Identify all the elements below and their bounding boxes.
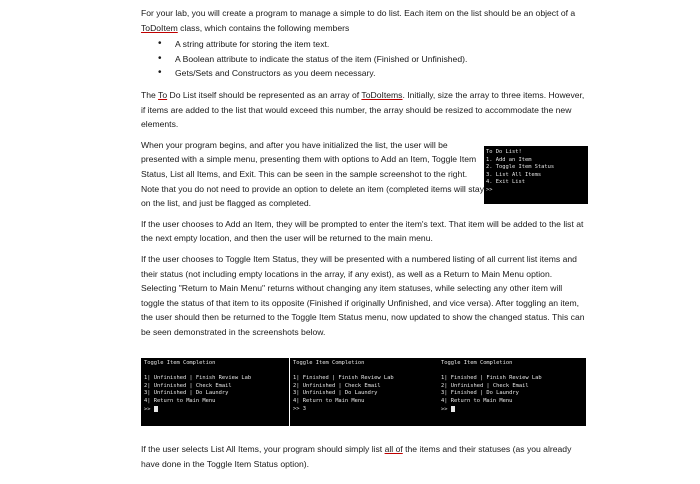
menu-line: 4. Exit List	[486, 179, 525, 186]
list-all-text-a: If the user selects List All Items, your program should simply list	[141, 444, 385, 454]
class-name-todoitem: ToDoItem	[141, 22, 178, 33]
array-text-b: Do List itself should be represented as an array of	[167, 89, 362, 100]
screenshot-line: >> 3	[293, 405, 306, 412]
array-text-c: . Initially, size the array to three items. However, if items are added to the list that would exceed this number, the array should be resized to accommodate the new elements.	[141, 89, 585, 130]
main-menu-screenshot	[484, 146, 588, 204]
emphasis-all-of: all of	[384, 444, 403, 454]
screenshot-line: >>	[144, 406, 151, 413]
intro-text-a: For your lab, you will create a program to manage a simple to do list. Each item on the list should be an object of a	[141, 8, 576, 18]
list-item: • Gets/Sets and Constructors as you deem necessary.	[141, 66, 586, 81]
screenshot-line: 1| Finished | Finish Review Lab	[293, 375, 394, 382]
array-paragraph	[141, 88, 586, 132]
screenshot-header: Toggle Item Completion	[144, 360, 216, 366]
toggle-paragraph: If the user chooses to Toggle Item Status, they will be presented with a numbered listing of all current list items and their status (not including empty locations in the array, if any exist), as well as a Return to Main Menu option. Selecting "Return to Main Menu" returns without changing any item statuses, while selecting any other item will toggle the status of that item to its opposite (Finished if originally Unfinished, and vice versa). After toggling an item, the user should then be returned to the Toggle Item Status menu, now updated to show the changed status. This can be seen demonstrated in the screenshots below.	[141, 253, 585, 337]
screenshot-line: 4| Return to Main Menu	[293, 397, 365, 404]
screenshot-line: >>	[441, 406, 448, 413]
screenshot-line: 3| Finished | Do Laundry	[441, 390, 519, 397]
list-all-text-b: the items and their statuses (as you already have done in the Toggle Item Status option).	[141, 444, 572, 469]
screenshot-line: 3| Unfinished | Do Laundry	[144, 390, 229, 397]
screenshot-line: 2| Unfinished | Check Email	[441, 382, 529, 389]
toggle-screenshot-1	[141, 358, 289, 426]
class-name-todoitems: ToDoItems	[361, 89, 403, 100]
menu-line: 1. Add an Item	[486, 156, 532, 163]
screenshot-line: 1| Unfinished | Finish Review Lab	[144, 375, 252, 382]
screenshot-line: 4| Return to Main Menu	[144, 397, 216, 404]
intro-text-b: class, which contains the following members	[177, 22, 350, 33]
cursor	[451, 406, 455, 412]
array-text-a: The	[141, 89, 159, 100]
intro-paragraph	[141, 6, 586, 35]
menu-line: 3. List All Items	[486, 171, 542, 178]
menu-line: To Do List!	[486, 149, 522, 155]
list-all-paragraph	[141, 442, 586, 471]
menu-line: 2. Toggle Item Status	[486, 164, 555, 171]
screenshot-header: Toggle Item Completion	[441, 360, 513, 366]
screenshot-line: 2| Unfinished | Check Email	[293, 382, 381, 389]
screenshot-line: 1| Finished | Finish Review Lab	[441, 375, 542, 382]
toggle-screenshot-2	[290, 358, 438, 426]
screenshot-header: Toggle Item Completion	[293, 360, 365, 366]
toggle-screenshot-3	[438, 358, 586, 426]
list-item: • A Boolean attribute to indicate the status of the item (Finished or Unfinished).	[141, 52, 586, 67]
add-item-paragraph: If the user chooses to Add an Item, they will be prompted to enter the item's text. That item will be added to the list at the next empty location, and then the user will be returned to the main menu.	[141, 218, 584, 244]
members-list	[141, 37, 586, 81]
list-item: • A string attribute for storing the item text.	[141, 37, 586, 52]
screenshot-line: 4| Return to Main Menu	[441, 397, 513, 404]
menu-paragraph: When your program begins, and after you have initialized the list, the user will be presented with a simple menu, presenting them with options to Add an Item, Toggle Item Status, List all Items, and Exit. This can be seen in the sample screenshot to the right. Note that you do not need to provide an option to delete an item (completed items will stay on the list, and just be flagged as completed.	[141, 139, 484, 209]
cursor	[154, 406, 158, 412]
word-to: To	[158, 89, 168, 100]
screenshot-line: 3| Unfinished | Do Laundry	[293, 390, 378, 397]
menu-line: >>	[486, 186, 493, 193]
screenshot-line: 2| Unfinished | Check Email	[144, 382, 232, 389]
